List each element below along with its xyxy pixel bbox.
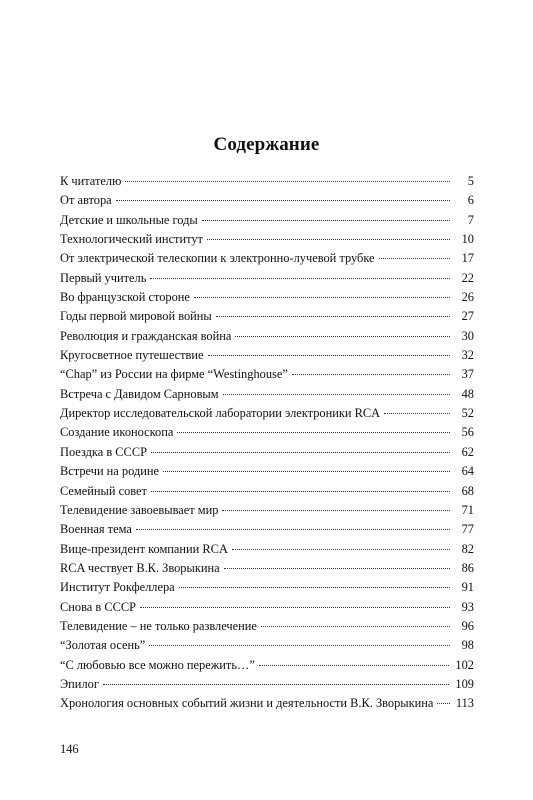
toc-entry xyxy=(60,542,474,561)
toc-entry-page: 32 xyxy=(461,348,474,363)
toc-entry-title: Первый учитель xyxy=(60,270,147,285)
toc-entry xyxy=(60,174,474,193)
dot-leader xyxy=(224,568,450,569)
dot-leader xyxy=(149,645,450,646)
dot-leader xyxy=(116,200,450,201)
toc-entry xyxy=(60,658,474,677)
toc-entry-page: 86 xyxy=(461,560,474,575)
toc-entry xyxy=(60,677,474,696)
toc-entry-page: 113 xyxy=(455,696,474,711)
dot-leader xyxy=(223,394,450,395)
toc-entry xyxy=(60,271,474,290)
toc-entry-page: 68 xyxy=(461,483,474,498)
page-title: Содержание xyxy=(213,133,320,155)
toc-entry-page: 10 xyxy=(461,232,474,247)
toc-entry-title: Технологический институт xyxy=(60,232,203,247)
dot-leader xyxy=(177,432,450,433)
dot-leader xyxy=(179,587,450,588)
toc-entry xyxy=(60,522,474,541)
toc-entry-page: 82 xyxy=(461,541,474,556)
toc-entry-title: Встречи на родине xyxy=(60,464,160,479)
toc-entry-page: 56 xyxy=(461,425,474,440)
toc-entry-page: 6 xyxy=(467,193,474,208)
toc-entry-title: Телевидение завоевывает мир xyxy=(60,502,219,517)
dot-leader xyxy=(232,549,450,550)
toc-entry xyxy=(60,425,474,444)
dot-leader xyxy=(194,297,450,298)
toc-entry-title: Во французской стороне xyxy=(60,290,190,305)
dot-leader xyxy=(207,239,450,240)
toc-entry-title: От автора xyxy=(60,193,112,208)
toc-entry-page: 93 xyxy=(461,599,474,614)
toc-entry-page: 30 xyxy=(461,328,474,343)
dot-leader xyxy=(163,471,450,472)
toc-entry xyxy=(60,600,474,619)
toc-entry xyxy=(60,638,474,657)
toc-entry-title: Встреча с Давидом Сарновым xyxy=(60,386,219,401)
dot-leader xyxy=(384,413,450,414)
toc-entry-title: RCA чествует В.К. Зворыкина xyxy=(60,560,220,575)
dot-leader xyxy=(292,374,450,375)
toc-entry-title: Революция и гражданская война xyxy=(60,328,232,343)
dot-leader xyxy=(259,665,450,666)
toc-entry xyxy=(60,290,474,309)
toc-entry xyxy=(60,193,474,212)
toc-entry-page: 71 xyxy=(461,502,474,517)
toc-entry-page: 52 xyxy=(461,406,474,421)
toc-entry xyxy=(60,348,474,367)
toc-entry-title: Семейный совет xyxy=(60,483,147,498)
toc-entry-page: 22 xyxy=(461,270,474,285)
toc-entry-title: Институт Рокфеллера xyxy=(60,580,175,595)
toc-entry xyxy=(60,387,474,406)
toc-entry-title: Директор исследовательской лаборатории электроники RCA xyxy=(60,406,381,421)
toc-entry xyxy=(60,406,474,425)
toc-entry-title: Вице-президент компании RCA xyxy=(60,541,228,556)
toc-entry-page: 27 xyxy=(461,309,474,324)
toc-entry-title: Военная тема xyxy=(60,522,132,537)
toc-entry xyxy=(60,561,474,580)
toc-entry-page: 17 xyxy=(461,251,474,266)
toc-entry xyxy=(60,309,474,328)
dot-leader xyxy=(151,491,450,492)
toc-entry-page: 62 xyxy=(461,444,474,459)
toc-entry-page: 5 xyxy=(467,174,474,188)
toc-entry-page: 48 xyxy=(461,386,474,401)
dot-leader xyxy=(437,703,449,704)
dot-leader xyxy=(261,626,450,627)
toc-entry-page: 102 xyxy=(455,657,474,672)
dot-leader xyxy=(379,258,450,259)
toc-entry-title: Эпилог xyxy=(60,676,99,691)
toc-entry-page: 7 xyxy=(467,212,474,227)
toc-entry xyxy=(60,329,474,348)
toc-entry xyxy=(60,696,474,715)
toc-entry-title: “Chap” из России на фирме “Westinghouse” xyxy=(60,367,288,382)
toc-entry-page: 37 xyxy=(461,367,474,382)
toc-entry-page: 109 xyxy=(455,676,474,691)
dot-leader xyxy=(216,316,450,317)
dot-leader xyxy=(151,452,450,453)
dot-leader xyxy=(140,607,450,608)
toc-entry xyxy=(60,503,474,522)
toc-entry-title: К читателю xyxy=(60,174,122,188)
toc-entry-title: Хронология основных событий жизни и деятельности В.К. Зворыкина xyxy=(60,696,434,711)
dot-leader xyxy=(222,510,450,511)
toc-entry-page: 26 xyxy=(461,290,474,305)
toc-entry-page: 98 xyxy=(461,638,474,653)
dot-leader xyxy=(136,529,450,530)
toc-entry-title: Кругосветное путешествие xyxy=(60,348,204,363)
dot-leader xyxy=(150,278,450,279)
toc-entry-page: 77 xyxy=(461,522,474,537)
toc-entry xyxy=(60,464,474,483)
toc-entry xyxy=(60,484,474,503)
table-of-contents xyxy=(60,174,474,716)
page-number: 146 xyxy=(60,742,79,756)
dot-leader xyxy=(103,684,450,685)
toc-entry xyxy=(60,232,474,251)
toc-entry-title: Снова в СССР xyxy=(60,599,137,614)
toc-entry xyxy=(60,213,474,232)
toc-entry-title: “Золотая осень” xyxy=(60,638,146,653)
toc-entry xyxy=(60,445,474,464)
dot-leader xyxy=(208,355,450,356)
toc-entry-title: “С любовью все можно пережить…” xyxy=(60,657,255,672)
toc-entry xyxy=(60,251,474,270)
toc-entry-page: 64 xyxy=(461,464,474,479)
toc-entry-title: Создание иконоскопа xyxy=(60,425,174,440)
toc-entry-title: Телевидение – не только развлечение xyxy=(60,618,257,633)
toc-entry-title: От электрической телескопии к электронно-лучевой трубке xyxy=(60,251,375,266)
dot-leader xyxy=(125,181,450,182)
dot-leader xyxy=(235,336,450,337)
toc-entry-title: Поездка в СССР xyxy=(60,444,147,459)
toc-entry-page: 96 xyxy=(461,618,474,633)
toc-entry-page: 91 xyxy=(461,580,474,595)
toc-entry-title: Детские и школьные годы xyxy=(60,212,198,227)
toc-entry xyxy=(60,580,474,599)
dot-leader xyxy=(202,220,450,221)
toc-entry-title: Годы первой мировой войны xyxy=(60,309,212,324)
toc-entry xyxy=(60,367,474,386)
toc-entry xyxy=(60,619,474,638)
